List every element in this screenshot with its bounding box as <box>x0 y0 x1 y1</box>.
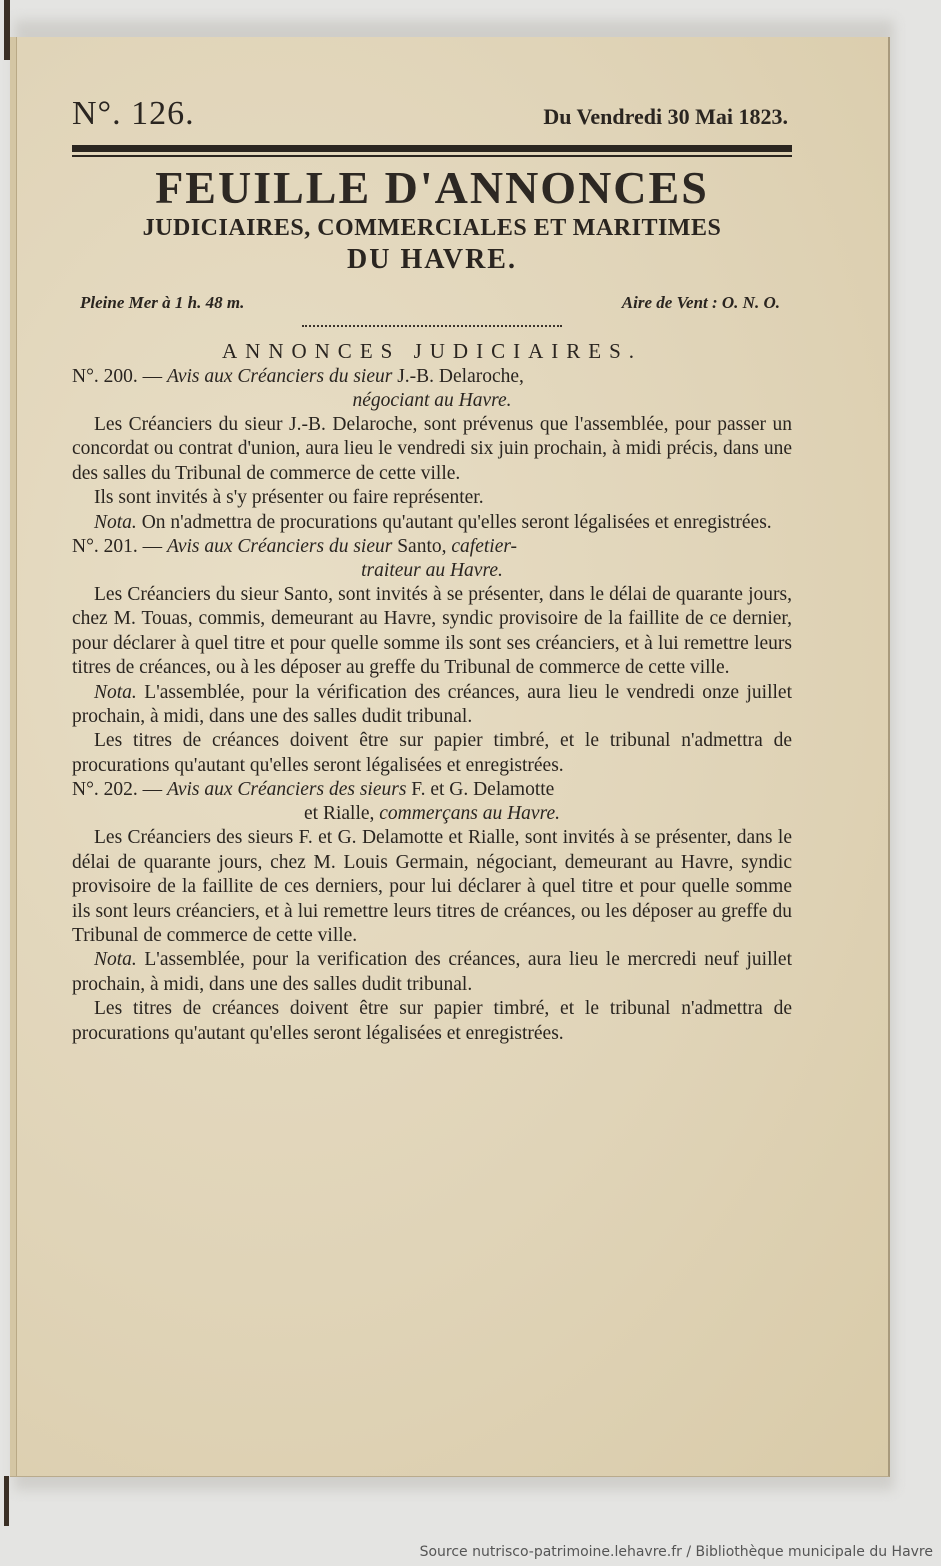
newspaper-subtitle-city: DU HAVRE. <box>347 244 517 275</box>
issue-date: Du Vendredi 30 Mai 1823. <box>543 104 788 129</box>
closing-paragraph: Les titres de créances doivent être sur papier timbré, et le tribunal n'admettra de procurations qu'autant qu'elles seront légalisées et enregistrées. <box>72 998 792 1044</box>
closing-paragraph: Les titres de créances doivent être sur papier timbré, et le tribunal n'admettra de procurations qu'autant qu'elles seront légalisées et enregistrées. <box>72 730 792 776</box>
announcement-header <box>72 778 792 802</box>
nota-paragraph <box>72 948 792 997</box>
announcement-header-line2 <box>72 559 792 583</box>
source-caption: Source nutrisco-patrimoine.lehavre.fr / Bibliothèque municipale du Havre <box>419 1544 933 1560</box>
nota-label: Nota. <box>94 949 137 971</box>
debtor-occupation-cont: traiteur au Havre. <box>361 560 503 582</box>
announcement-200 <box>72 365 792 535</box>
announcement-notice: Avis aux Créanciers du sieur <box>167 536 393 558</box>
announcement-header-line2 <box>72 802 792 826</box>
page-content <box>72 95 792 1046</box>
newspaper-subtitle: JUDICIAIRES, COMMERCIALES ET MARITIMES <box>142 215 722 241</box>
high-tide: Pleine Mer à 1 h. 48 m. <box>80 293 245 312</box>
announcement-header-line2 <box>72 389 792 413</box>
nota-label: Nota. <box>94 511 137 533</box>
debtor-name: Santo, <box>397 536 447 558</box>
announcement-number: N°. 200. — <box>72 366 163 387</box>
masthead-top-row <box>72 95 792 135</box>
ornamental-divider <box>302 319 562 327</box>
announcement-paragraph: Ils sont invités à s'y présenter ou faire représenter. <box>94 487 484 509</box>
debtor-name: F. et G. Delamotte <box>411 779 555 801</box>
announcement-201 <box>72 535 792 778</box>
announcement-header <box>72 535 792 559</box>
newspaper-title: FEUILLE D'ANNONCES <box>155 162 709 213</box>
debtor-occupation: commerçans au Havre. <box>379 803 560 825</box>
nota-paragraph <box>72 511 792 535</box>
announcement-notice: Avis aux Créanciers des sieurs <box>167 779 407 801</box>
nota-text: L'assemblée, pour la vérification des créances, aura lieu le vendredi onze juillet prochain, à midi, dans une des salles dudit tribunal. <box>72 681 793 728</box>
issue-number: N°. 126. <box>72 95 195 132</box>
masthead-rule-thick <box>72 145 792 152</box>
debtor-occupation: cafetier- <box>451 536 518 558</box>
debtor-name-cont: et Rialle, <box>304 803 375 825</box>
binding-spine-lower <box>4 1476 9 1526</box>
tide-wind-row <box>72 293 792 313</box>
announcement-paragraph: Les Créanciers du sieur J.-B. Delaroche, sont prévenus que l'assemblée, pour passer un concordat ou contrat d'union, aura lieu le vendredi six juin prochain, à midi précis, dans une des salles du Tribunal de commerce de cette ville. <box>72 414 792 484</box>
newspaper-page <box>10 37 890 1477</box>
announcement-paragraph: Les Créanciers des sieurs F. et G. Delamotte et Rialle, sont invités à se présenter, dans le délai de quarante jours, chez M. Louis Germain, négociant, demeurant au Havre, syndic provisoire de la faillite de ces derniers, pour lui déclarer à quel titre et pour quelle somme ils sont leurs créanciers, et à lui remettre leurs titres de créances, ou les déposer au greffe du Tribunal de commerce de cette ville. <box>72 827 792 946</box>
debtor-occupation: négociant au Havre. <box>352 390 512 411</box>
debtor-name: J.-B. Delaroche, <box>397 366 524 387</box>
nota-label: Nota. <box>94 681 137 703</box>
announcement-paragraph: Les Créanciers du sieur Santo, sont invités à se présenter, dans le délai de quarante jours, chez M. Touas, commis, demeurant au Havre, syndic provisoire de la faillite de ce dernier, pour déclarer à quel titre et pour quelle somme ils sont ses créanciers, et à lui remettre leurs titres de créances, ou à les déposer au greffe du Tribunal de commerce de cette ville. <box>72 584 792 679</box>
section-heading: ANNONCES JUDICIAIRES. <box>221 339 642 363</box>
announcement-number: N°. 201. — <box>72 536 163 558</box>
nota-text: On n'admettra de procurations qu'autant qu'elles seront légalisées et enregistrées. <box>141 511 772 533</box>
announcement-number: N°. 202. — <box>72 779 163 801</box>
masthead-rule-thin <box>72 155 792 157</box>
wind-direction: Aire de Vent : O. N. O. <box>621 293 780 312</box>
announcement-header <box>72 365 792 389</box>
nota-paragraph <box>72 681 792 730</box>
nota-text: L'assemblée, pour la verification des créances, aura lieu le mercredi neuf juillet prochain, à midi, dans une des salles dudit tribunal. <box>72 949 793 995</box>
announcement-202 <box>72 778 792 1046</box>
page-edge <box>10 37 17 1476</box>
announcement-notice: Avis aux Créanciers du sieur <box>167 366 393 387</box>
